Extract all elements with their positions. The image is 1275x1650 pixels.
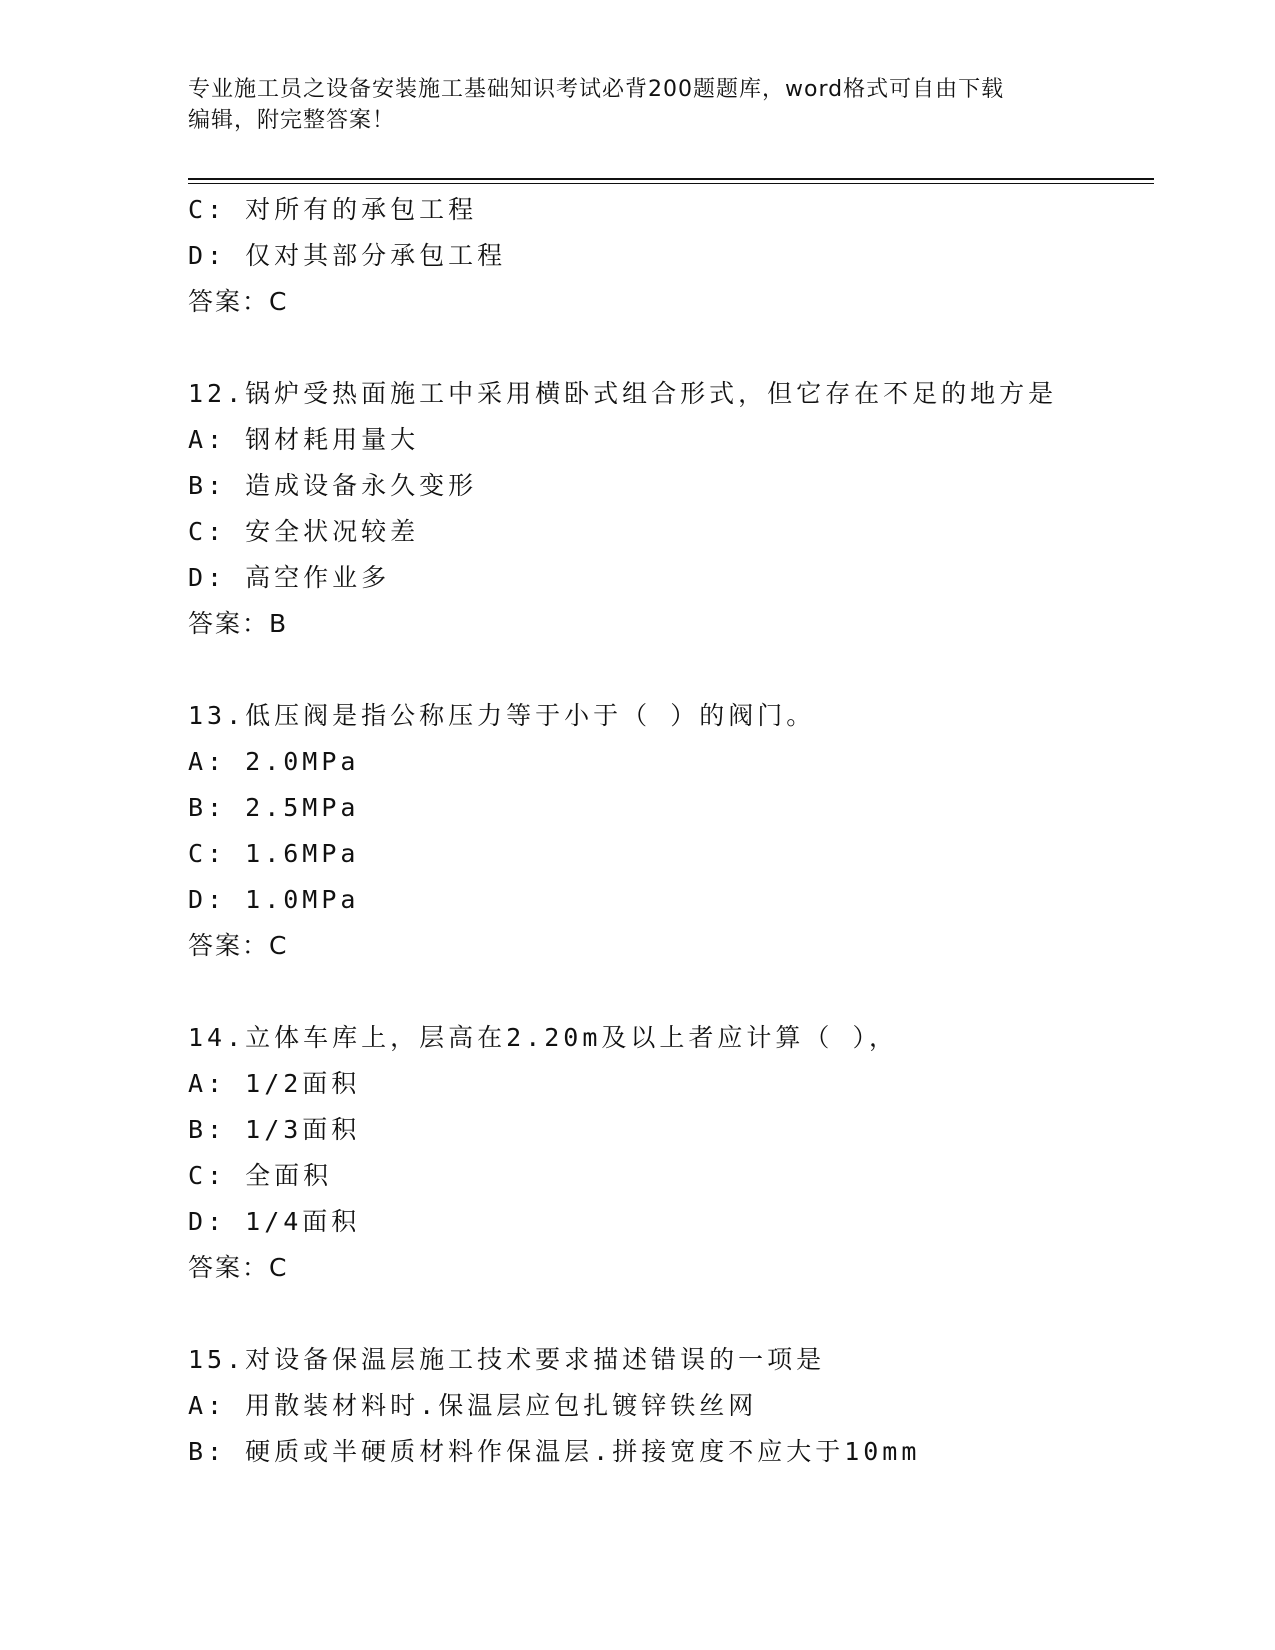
answer-line: 答案：C [188,287,289,316]
question-12 [188,371,1154,647]
option-b: B: 1/3面积 [188,1115,361,1144]
question-stem: 12.锅炉受热面施工中采用横卧式组合形式，但它存在不足的地方是 [188,379,1058,408]
spacer [188,647,1154,693]
option-a: A: 用散装材料时.保温层应包扎镀锌铁丝网 [188,1391,758,1420]
question-14 [188,1015,1154,1291]
option-c: C: 对所有的承包工程 [188,195,478,224]
option-c: C: 安全状况较差 [188,517,420,546]
answer-line: 答案：C [188,931,289,960]
option-d: D: 1/4面积 [188,1207,361,1236]
question-15 [188,1337,1154,1475]
spacer [188,969,1154,1015]
option-d: D: 1.0MPa [188,885,360,914]
option-c: C: 1.6MPa [188,839,360,868]
document-header [188,74,1088,136]
option-b: B: 造成设备永久变形 [188,471,478,500]
option-b: B: 硬质或半硬质材料作保温层.拼接宽度不应大于10mm [188,1437,921,1466]
option-d: D: 高空作业多 [188,563,391,592]
question-list [188,187,1154,1475]
header-divider-thin [188,183,1154,184]
spacer [188,1291,1154,1337]
header-line-2: 编辑，附完整答案！ [188,108,396,133]
option-c: C: 全面积 [188,1161,333,1190]
answer-line: 答案：C [188,1253,289,1282]
header-divider-thick [188,178,1154,180]
option-a: A: 2.0MPa [188,747,360,776]
question-stem: 15.对设备保温层施工技术要求描述错误的一项是 [188,1345,826,1374]
question-fragment [188,187,1154,325]
option-a: A: 钢材耗用量大 [188,425,420,454]
option-a: A: 1/2面积 [188,1069,361,1098]
spacer [188,325,1154,371]
question-stem: 13.低压阀是指公称压力等于小于（ ）的阀门。 [188,701,816,730]
question-13 [188,693,1154,969]
question-stem: 14.立体车库上，层高在2.20m及以上者应计算（ ）， [188,1023,898,1052]
answer-line: 答案：B [188,609,289,638]
option-d: D: 仅对其部分承包工程 [188,241,507,270]
option-b: B: 2.5MPa [188,793,360,822]
header-line-1: 专业施工员之设备安装施工基础知识考试必背200题题库，word格式可自由下载 [188,77,1005,102]
